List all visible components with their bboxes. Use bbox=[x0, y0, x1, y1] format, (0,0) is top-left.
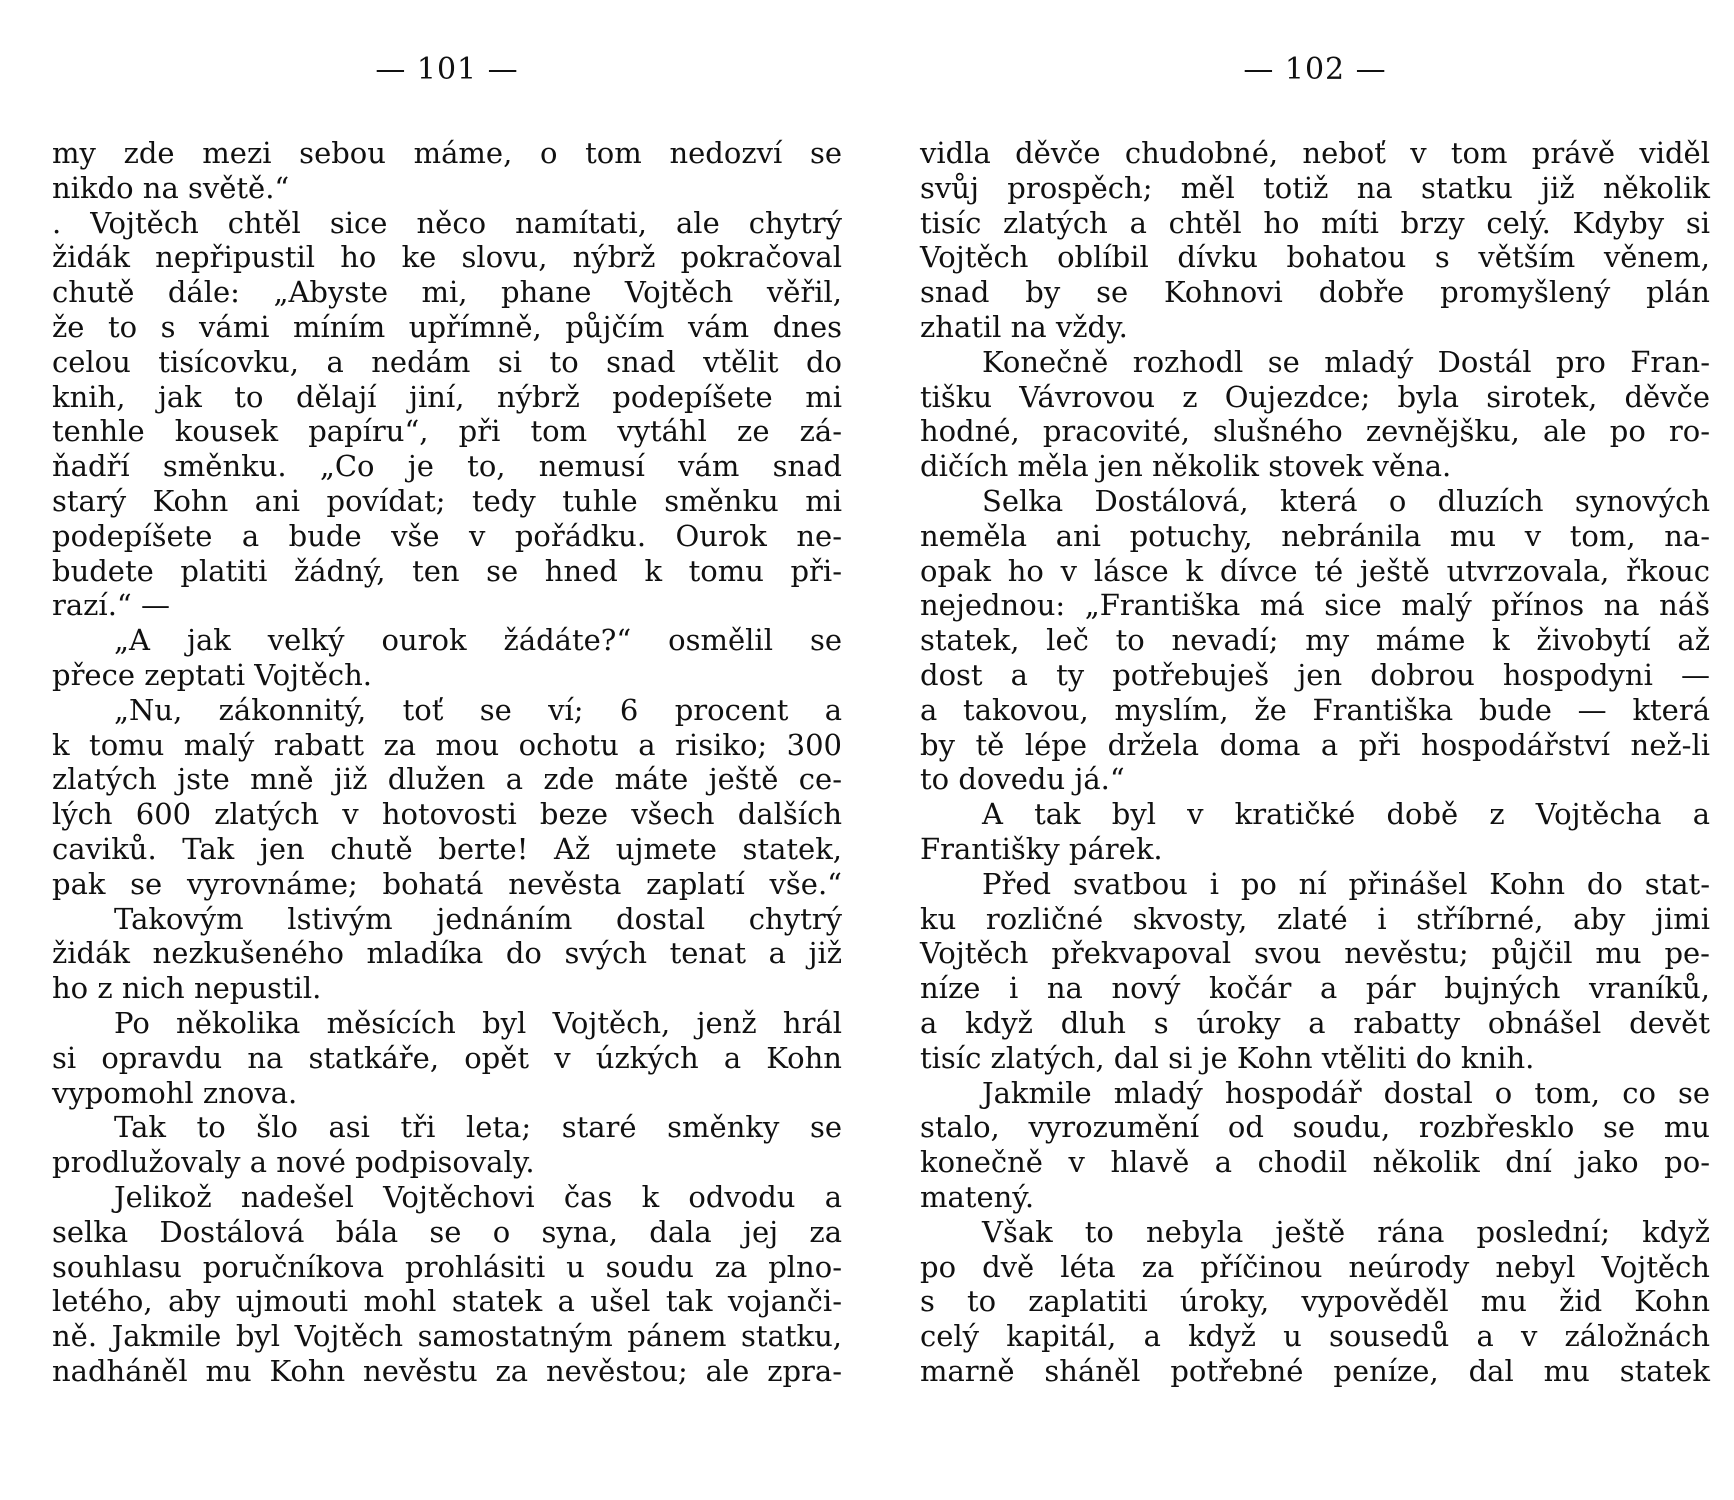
text-line: k tomu malý rabatt za mou ochotu a risiko; 300 bbox=[52, 727, 842, 762]
text-line: svůj prospěch; měl totiž na statku již několik bbox=[920, 170, 1710, 205]
right-page bbox=[920, 0, 1710, 1500]
text-line: a když dluh s úroky a rabatty obnášel devět bbox=[920, 1005, 1710, 1040]
text-line: celou tisícovku, a nedám si to snad vtělit do bbox=[52, 344, 842, 379]
text-line: zhatil na vždy. bbox=[920, 309, 1128, 344]
text-line: my zde mezi sebou máme, o tom nedozví se bbox=[52, 136, 842, 170]
text-line: s to zaplatiti úroky, vypověděl mu žid Kohn bbox=[920, 1284, 1710, 1319]
text-line: pak se vyrovnáme; bohatá nevěsta zaplatí vše.“ bbox=[52, 866, 842, 901]
text-line: si opravdu na statkáře, opět v úzkých a Kohn bbox=[52, 1040, 842, 1075]
text-line: ňadří směnku. „Co je to, nemusí vám snad bbox=[52, 449, 842, 484]
text-line: matený. bbox=[920, 1179, 1035, 1214]
text-line: stalo, vyrozumění od soudu, rozbřesklo se mu bbox=[920, 1110, 1710, 1145]
text-line: Vojtěch oblíbil dívku bohatou s větším věnem, bbox=[920, 240, 1710, 275]
text-line: razí.“ — bbox=[52, 588, 170, 623]
text-line: Však to nebyla ještě rána poslední; když bbox=[982, 1214, 1710, 1249]
text-line: selka Dostálová bála se o syna, dala jej za bbox=[52, 1214, 842, 1249]
text-line: dost a ty potřebuješ jen dobrou hospodyni — bbox=[920, 657, 1710, 692]
page-number: — 101 — bbox=[375, 52, 519, 87]
text-line: A tak byl v kratičké době z Vojtěcha a bbox=[982, 797, 1710, 832]
text-line: marně sháněl potřebné peníze, dal mu statek bbox=[920, 1353, 1710, 1388]
text-line: dičích měla jen několik stovek věna. bbox=[920, 449, 1452, 484]
text-line: tenhle kousek papíru“, při tom vytáhl ze zá- bbox=[52, 414, 842, 449]
text-line: vidla děvče chudobné, neboť v tom právě viděl bbox=[920, 136, 1710, 170]
text-line: chutě dále: „Abyste mi, phane Vojtěch věřil, bbox=[52, 275, 842, 310]
page-number: — 102 — bbox=[1243, 52, 1387, 87]
text-line: hodné, pracovité, slušného zevnějšku, ale po ro- bbox=[920, 414, 1710, 449]
text-line: podepíšete a bude vše v pořádku. Ourok ne- bbox=[52, 518, 842, 553]
text-line: že to s vámi míním upřímně, půjčím vám dnes bbox=[52, 309, 842, 344]
text-line: ku rozličné skvosty, zlaté i stříbrné, aby jimi bbox=[920, 901, 1710, 936]
text-line: „Nu, zákonnitý, toť se ví; 6 procent a bbox=[114, 692, 842, 727]
text-line: nadháněl mu Kohn nevěstu za nevěstou; ale zpra- bbox=[52, 1353, 842, 1388]
left-page bbox=[52, 0, 842, 1500]
text-line: tišku Vávrovou z Oujezdce; byla sirotek, děvče bbox=[920, 379, 1710, 414]
text-line: knih, jak to dělají jiní, nýbrž podepíšete mi bbox=[52, 379, 842, 414]
text-line: konečně v hlavě a chodil několik dní jako po- bbox=[920, 1145, 1710, 1180]
page-text bbox=[52, 136, 842, 1389]
text-line: Tak to šlo asi tři leta; staré směnky se bbox=[114, 1110, 842, 1145]
text-line: snad by se Kohnovi dobře promyšlený plán bbox=[920, 275, 1710, 310]
text-line: Konečně rozhodl se mladý Dostál pro Fran- bbox=[982, 344, 1710, 379]
text-line: statek, leč to nevadí; my máme k živobytí až bbox=[920, 623, 1710, 658]
text-line: celý kapitál, a když u sousedů a v záložnách bbox=[920, 1319, 1710, 1354]
text-line: Před svatbou i po ní přinášel Kohn do stat- bbox=[982, 866, 1710, 901]
text-line: lých 600 zlatých v hotovosti beze všech dalších bbox=[52, 797, 842, 832]
text-line: Takovým lstivým jednáním dostal chytrý bbox=[114, 901, 842, 936]
text-line: tisíc zlatých, dal si je Kohn vtěliti do knih. bbox=[920, 1040, 1535, 1075]
text-line: by tě lépe držela doma a při hospodářství než-li bbox=[920, 727, 1710, 762]
text-line: tisíc zlatých a chtěl ho míti brzy celý. Kdyby si bbox=[920, 205, 1710, 240]
text-line: Vojtěch překvapoval svou nevěstu; půjčil mu pe- bbox=[920, 936, 1710, 971]
text-line: nejednou: „Františka má sice malý přínos na náš bbox=[920, 588, 1710, 623]
text-line: vypomohl znova. bbox=[52, 1075, 298, 1110]
text-line: budete platiti žádný, ten se hned k tomu při- bbox=[52, 553, 842, 588]
text-line: prodlužovaly a nové podpisovaly. bbox=[52, 1145, 535, 1180]
page-text bbox=[920, 136, 1710, 1389]
text-line: starý Kohn ani povídat; tedy tuhle směnku mi bbox=[52, 483, 842, 518]
text-line: po dvě léta za příčinou neúrody nebyl Vojtěch bbox=[920, 1249, 1710, 1284]
text-line: Selka Dostálová, která o dluzích synových bbox=[982, 483, 1710, 518]
text-line: Jakmile mladý hospodář dostal o tom, co se bbox=[982, 1075, 1710, 1110]
text-line: caviků. Tak jen chutě berte! Až ujmete statek, bbox=[52, 831, 842, 866]
text-line: „A jak velký ourok žádáte?“ osmělil se bbox=[114, 623, 842, 658]
text-line: Jelikož nadešel Vojtěchovi čas k odvodu a bbox=[114, 1179, 842, 1214]
text-line: židák nepřipustil ho ke slovu, nýbrž pokračoval bbox=[52, 240, 842, 275]
text-line: ně. Jakmile byl Vojtěch samostatným pánem statku, bbox=[52, 1319, 842, 1354]
text-line: zlatých jste mně již dlužen a zde máte ještě ce- bbox=[52, 762, 842, 797]
text-line: a takovou, myslím, že Františka bude — která bbox=[920, 692, 1710, 727]
text-line: letého, aby ujmouti mohl statek a ušel tak vojanči- bbox=[52, 1284, 842, 1319]
text-line: Po několika měsících byl Vojtěch, jenž hrál bbox=[114, 1005, 842, 1040]
text-line: přece zeptati Vojtěch. bbox=[52, 657, 372, 692]
text-line: níze i na nový kočár a pár bujných vraníků, bbox=[920, 971, 1710, 1006]
text-line: neměla ani potuchy, nebránila mu v tom, na- bbox=[920, 518, 1710, 553]
text-line: židák nezkušeného mladíka do svých tenat a již bbox=[52, 936, 842, 971]
text-line: nikdo na světě.“ bbox=[52, 170, 290, 205]
text-line: to dovedu já.“ bbox=[920, 762, 1125, 797]
text-line: opak ho v lásce k dívce té ještě utvrzovala, řkouc bbox=[920, 553, 1710, 588]
text-line: souhlasu poručníkova prohlásiti u soudu za plno- bbox=[52, 1249, 842, 1284]
text-line: . Vojtěch chtěl sice něco namítati, ale chytrý bbox=[52, 205, 842, 240]
text-line: Františky párek. bbox=[920, 831, 1163, 866]
text-line: ho z nich nepustil. bbox=[52, 971, 322, 1006]
